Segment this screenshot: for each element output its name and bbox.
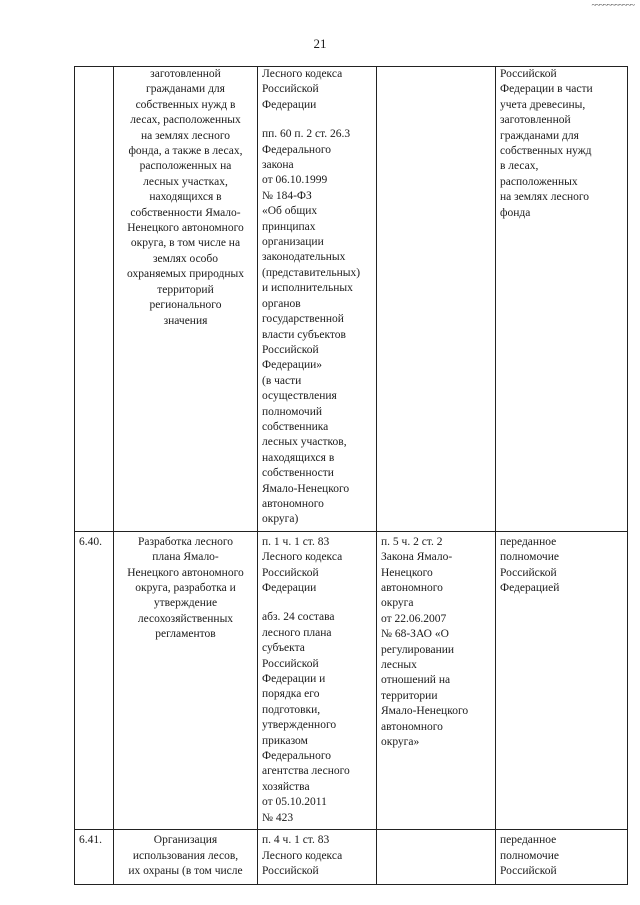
authority-name-cell [114,67,258,532]
note-cell [496,67,628,532]
note-cell [496,830,628,885]
row-number-cell [75,531,114,829]
authority-name: Организация использования лесов, их охраны (в том числе [128,834,243,877]
note: переданное полномочие Российской Федерацией [500,535,560,594]
federal-basis-code: Лесного кодекса Российской Федерации [262,68,343,111]
note-cell [496,531,628,829]
corner-scan-marks: ~~~~~~~~~~~ [591,0,634,10]
federal-basis-order: абз. 24 состава лесного плана субъекта Российской Федерации и порядка его подготовки, утвержденного приказом Федерального агентства лесного хозяйства от 05.10.2011 № 423 [262,611,350,824]
federal-basis-code: п. 1 ч. 1 ст. 83 Лесного кодекса Российской Федерации [262,535,343,594]
authority-name-cell [114,830,258,885]
regional-basis-cell [377,67,496,532]
note: Российской Федерации в части учета древесины, заготовленной гражданами для собственных нужд в лесах, расположенных на землях лесного фонда [500,68,593,219]
federal-basis-cell [258,67,377,532]
federal-basis-law: пп. 60 п. 2 ст. 26.3 Федерального закона от 06.10.1999 № 184-ФЗ «Об общих принципах организации законодательных (представительных) и исполнительных органов государственной власти субъектов Российской Федерации» (в части осуществления полномочий собственника лесных участков, находящихся в собственности Ямало-Ненецкого автономного округа) [262,128,361,526]
authority-name-cell [114,531,258,829]
row-number: 6.41. [79,834,102,847]
federal-basis-cell [258,830,377,885]
note: переданное полномочие Российской [500,834,559,877]
regional-basis-cell [377,531,496,829]
row-number-cell [75,67,114,532]
authority-name: заготовленной гражданами для собственных нужд в лесах, расположенных на землях лесного фонда, а также в лесах, расположенных на лесных участках, находящихся в собственности Ямало- Ненецкого автономного округа, в том числе на землях особо охраняемых природных территорий регионального значения [127,68,244,327]
regional-basis: п. 5 ч. 2 ст. 2 Закона Ямало- Ненецкого автономного округа от 22.06.2007 № 68-ЗАО «О регулировании лесных отношений на территории Ямало-Ненецкого автономного округа» [381,535,469,749]
federal-basis-code: п. 4 ч. 1 ст. 83 Лесного кодекса Российской [262,834,343,877]
table-row [75,67,628,532]
regional-basis-cell [377,830,496,885]
authority-table [74,66,628,885]
row-number: 6.40. [79,535,102,548]
page-number: 21 [313,36,327,51]
table-row [75,531,628,829]
table-row [75,830,628,885]
row-number-cell [75,830,114,885]
federal-basis-cell [258,531,377,829]
authority-name: Разработка лесного плана Ямало- Ненецкого автономного округа, разработка и утверждение лесохозяйственных регламентов [127,535,244,641]
